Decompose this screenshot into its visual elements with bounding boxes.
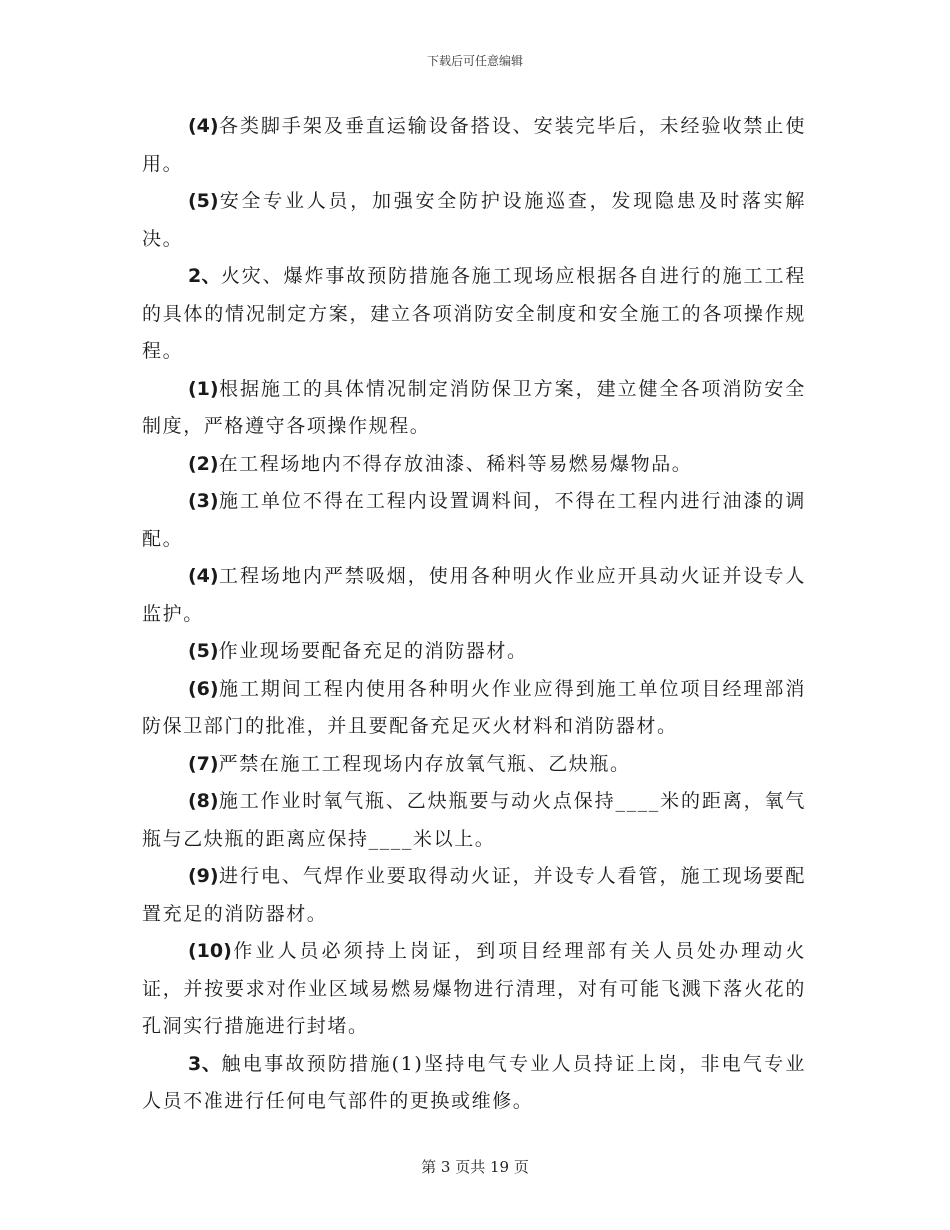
- item-number: (1): [188, 377, 219, 400]
- item-number: (8): [188, 790, 219, 812]
- item-number: (2): [188, 452, 219, 475]
- paragraph-text: 施工作业时氧气瓶、乙炔瓶要与动火点保持____米的距离，氧气瓶与乙炔瓶的距离应保持____米以上。: [142, 790, 806, 850]
- paragraph: [142, 671, 806, 746]
- item-number: (9): [188, 865, 219, 887]
- paragraph: [142, 746, 806, 784]
- section-number: 3、: [188, 1052, 222, 1075]
- paragraph-text: 安全专业人员，加强安全防护设施巡查，发现隐患及时落实解决。: [142, 190, 806, 250]
- paragraph: [142, 371, 806, 446]
- paragraph: [142, 933, 806, 1046]
- item-number: (7): [188, 752, 219, 775]
- item-number: (10): [188, 940, 232, 962]
- section-number: 2、: [188, 265, 221, 287]
- paragraph-text: 作业人员必须持上岗证，到项目经理部有关人员处办理动火证，并按要求对作业区域易燃易爆物进行清理，对有可能飞溅下落火花的孔洞实行措施进行封堵。: [142, 940, 806, 1037]
- paragraph: [142, 633, 806, 671]
- paragraph-text: 触电事故预防措施(1)坚持电气专业人员持证上岗，非电气专业人员不准进行任何电气部件的更换或维修。: [142, 1052, 806, 1112]
- paragraph-text: 根据施工的具体情况制定消防保卫方案，建立健全各项消防安全制度，严格遵守各项操作规程。: [142, 377, 806, 437]
- paragraph: [142, 483, 806, 558]
- paragraph: [142, 183, 806, 258]
- paragraph-text: 火灾、爆炸事故预防措施各施工现场应根据各自进行的施工工程的具体的情况制定方案，建立各项消防安全制度和安全施工的各项操作规程。: [142, 265, 806, 362]
- page-footer: 第 3 页共 19 页: [421, 1158, 529, 1176]
- paragraph-text: 作业现场要配备充足的消防器材。: [218, 640, 528, 662]
- paragraph: [142, 858, 806, 933]
- item-number: (6): [188, 677, 219, 700]
- item-number: (4): [188, 565, 219, 587]
- paragraph-text: 在工程场地内不得存放油漆、稀料等易燃易爆物品。: [218, 452, 693, 475]
- paragraph-text: 施工单位不得在工程内设置调料间，不得在工程内进行油漆的调配。: [142, 490, 806, 550]
- paragraph-text: 工程场地内严禁吸烟，使用各种明火作业应开具动火证并设专人监护。: [142, 565, 806, 625]
- paragraph-text: 施工期间工程内使用各种明火作业应得到施工单位项目经理部消防保卫部门的批准，并且要配备充足灭火材料和消防器材。: [142, 677, 806, 737]
- paragraph: [142, 108, 806, 183]
- paragraph-text: 进行电、气焊作业要取得动火证，并设专人看管，施工现场要配置充足的消防器材。: [142, 865, 806, 925]
- paragraph: [142, 1046, 806, 1121]
- paragraph: [142, 446, 806, 484]
- item-number: (3): [188, 490, 219, 512]
- item-number: (5): [188, 190, 219, 212]
- document-body: [142, 108, 806, 1121]
- paragraph-text: 各类脚手架及垂直运输设备搭设、安装完毕后，未经验收禁止使用。: [142, 115, 806, 175]
- paragraph: [142, 558, 806, 633]
- page-header: 下载后可任意编辑: [426, 54, 523, 68]
- paragraph-text: 严禁在施工工程现场内存放氧气瓶、乙炔瓶。: [218, 752, 631, 775]
- paragraph: [142, 783, 806, 858]
- item-number: (5): [188, 640, 219, 662]
- paragraph: [142, 258, 806, 371]
- item-number: (4): [188, 115, 219, 137]
